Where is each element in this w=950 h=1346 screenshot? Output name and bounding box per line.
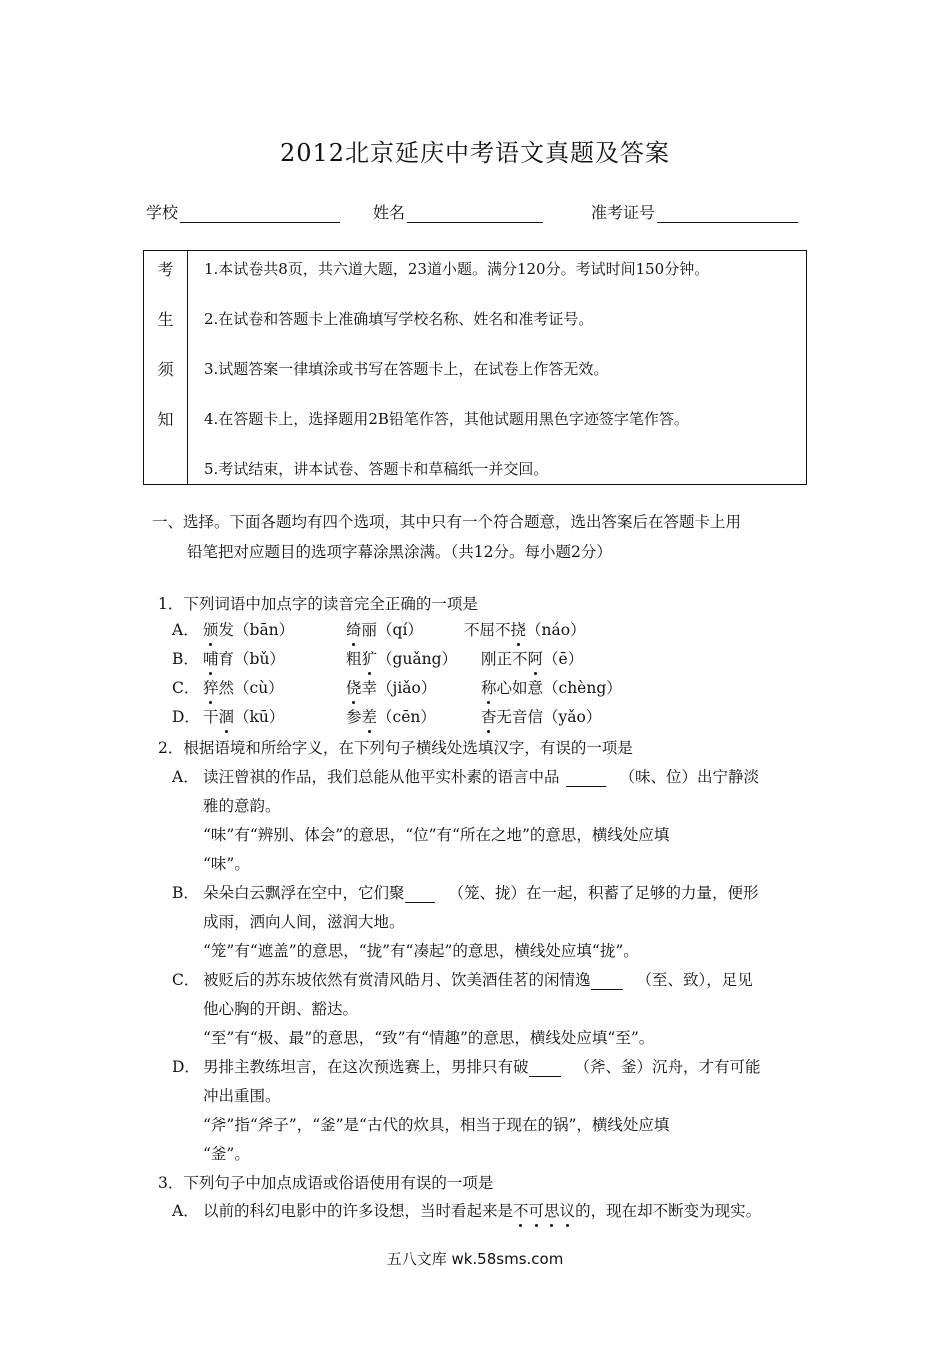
side-char: 生 bbox=[157, 310, 174, 329]
name-field bbox=[373, 200, 543, 223]
fill-blank[interactable] bbox=[566, 770, 606, 787]
option-label: B． bbox=[172, 650, 199, 668]
word-3: 不屈不挠（náo） bbox=[464, 618, 586, 640]
option-explanation: “斧”指“斧子”，“釜”是“古代的炊具，相当于现在的锅”，横线处应填 bbox=[203, 1116, 670, 1134]
option-text-cont: 雅的意韵。 bbox=[203, 797, 281, 815]
dotted-char: 哺 bbox=[203, 647, 219, 669]
notice-item: 3.试题答案一律填涂或书写在答题卡上，在试卷上作答无效。 bbox=[204, 360, 609, 378]
page-title: 2012北京延庆中考语文真题及答案 bbox=[279, 139, 671, 167]
question-2-stem: 2．根据语境和所给字义，在下列句子横线处选填汉字，有误的一项是 bbox=[158, 739, 633, 757]
option-label: B． bbox=[172, 884, 199, 902]
notice-side-label bbox=[144, 251, 188, 484]
option-label: C． bbox=[172, 971, 200, 989]
word-2: 侥幸（jiǎo） bbox=[346, 676, 436, 698]
option-explanation: “至”有“极、最”的意思，“致”有“情趣”的意思，横线处应填“至”。 bbox=[203, 1029, 655, 1047]
dotted-char: 可 bbox=[529, 1199, 545, 1221]
question-1-stem: 1．下列词语中加点字的读音完全正确的一项是 bbox=[158, 595, 478, 613]
option-label: D． bbox=[172, 1058, 200, 1076]
exam-id-blank[interactable] bbox=[657, 204, 798, 223]
dotted-char: 杳 bbox=[481, 705, 497, 727]
notice-item: 4.在答题卡上，选择题用2B铅笔作答，其他试题用黑色字迹签字笔作答。 bbox=[204, 410, 689, 428]
side-char: 知 bbox=[157, 410, 174, 429]
word-2: 参差（cēn） bbox=[346, 705, 436, 727]
question-3-stem: 3．下列句子中加点成语或俗语使用有误的一项是 bbox=[158, 1174, 494, 1192]
dotted-char: 称 bbox=[481, 676, 497, 698]
section-heading: 一、选择。下面各题均有四个选项，其中只有一个符合题意，选出答案后在答题卡上用 bbox=[152, 513, 742, 531]
word-1: 颁发（bān） bbox=[203, 618, 294, 640]
option-text: 读汪曾祺的作品，我们总能从他平实朴素的语言中品 （味、位）出宁静淡 bbox=[203, 768, 760, 786]
word-3: 称心如意（chèng） bbox=[481, 676, 622, 698]
school-blank[interactable] bbox=[180, 204, 340, 223]
exam-id-label: 准考证号 bbox=[591, 203, 656, 222]
dotted-char: 阿 bbox=[528, 647, 544, 669]
name-label: 姓名 bbox=[373, 203, 406, 222]
word-3: 杳无音信（yǎo） bbox=[481, 705, 601, 727]
notice-item: 2.在试卷和答题卡上准确填写学校名称、姓名和准考证号。 bbox=[204, 310, 594, 328]
option-text: 被贬后的苏东坡依然有赏清风皓月、饮美酒佳茗的闲情逸 （至、致），足见 bbox=[203, 971, 753, 989]
dotted-char: 思 bbox=[544, 1199, 560, 1221]
option-label: A． bbox=[172, 768, 199, 786]
dotted-char: 犷 bbox=[362, 647, 378, 669]
option-explanation: “味”有“辨别、体会”的意思，“位”有“所在之地”的意思，横线处应填 bbox=[203, 826, 670, 844]
exam-id-field bbox=[591, 200, 798, 223]
dotted-char: 侥 bbox=[346, 676, 362, 698]
school-field bbox=[146, 200, 340, 223]
fill-blank[interactable] bbox=[529, 1060, 561, 1077]
word-2: 绮丽（qí） bbox=[346, 618, 423, 640]
fill-blank[interactable] bbox=[405, 886, 435, 903]
side-char: 考 bbox=[157, 260, 174, 279]
option-explanation-cont: “釜”。 bbox=[203, 1145, 250, 1163]
option-label: A． bbox=[172, 621, 199, 639]
notice-item: 5.考试结束，讲本试卷、答题卡和草稿纸一并交回。 bbox=[204, 460, 549, 478]
dotted-char: 议 bbox=[560, 1199, 576, 1221]
word-1: 哺育（bǔ） bbox=[203, 647, 285, 669]
dotted-char: 猝 bbox=[203, 676, 219, 698]
option-text-cont: 他心胸的开朗、豁达。 bbox=[203, 1000, 359, 1018]
dotted-char: 涸 bbox=[219, 705, 235, 727]
word-2: 粗犷（guǎng） bbox=[346, 647, 457, 669]
dotted-char: 绮 bbox=[346, 618, 362, 640]
option-label: D． bbox=[172, 708, 200, 726]
word-3: 刚正不阿（ē） bbox=[481, 647, 583, 669]
option-text: 男排主教练坦言，在这次预选赛上，男排只有破 （斧、釜）沉舟，才有可能 bbox=[203, 1058, 761, 1076]
dotted-char: 差 bbox=[362, 705, 378, 727]
option-text-cont: 成雨，洒向人间，滋润大地。 bbox=[203, 913, 405, 931]
word-1: 猝然（cù） bbox=[203, 676, 284, 698]
option-text: 朵朵白云飘浮在空中，它们聚 （笼、拢）在一起，积蓄了足够的力量，便形 bbox=[203, 884, 759, 902]
option-text: 以前的科幻电影中的许多设想，当时看起来是不可思议的，现在却不断变为现实。 bbox=[203, 1199, 761, 1221]
footer-watermark: 五八文库 wk.58sms.com bbox=[386, 1250, 564, 1268]
notice-item: 1.本试卷共8页，共六道大题，23道小题。满分120分。考试时间150分钟。 bbox=[204, 260, 710, 278]
option-explanation-cont: “味”。 bbox=[203, 855, 250, 873]
school-label: 学校 bbox=[146, 203, 179, 222]
exam-notice-box bbox=[143, 250, 807, 485]
dotted-char: 不 bbox=[513, 1199, 529, 1221]
section-heading-cont: 铅笔把对应题目的选项字幕涂黑涂满。（共12分。每小题2分） bbox=[187, 543, 612, 561]
option-explanation: “笼”有“遮盖”的意思，“拢”有“凑起”的意思，横线处应填“拢”。 bbox=[203, 942, 639, 960]
option-label: A． bbox=[172, 1202, 199, 1220]
side-char: 须 bbox=[157, 360, 174, 379]
name-blank[interactable] bbox=[407, 204, 543, 223]
fill-blank[interactable] bbox=[591, 973, 623, 990]
option-label: C． bbox=[172, 679, 200, 697]
option-text-cont: 冲出重围。 bbox=[203, 1087, 281, 1105]
dotted-char: 挠 bbox=[511, 618, 527, 640]
word-1: 干涸（kū） bbox=[203, 705, 284, 727]
dotted-char: 颁 bbox=[203, 618, 219, 640]
